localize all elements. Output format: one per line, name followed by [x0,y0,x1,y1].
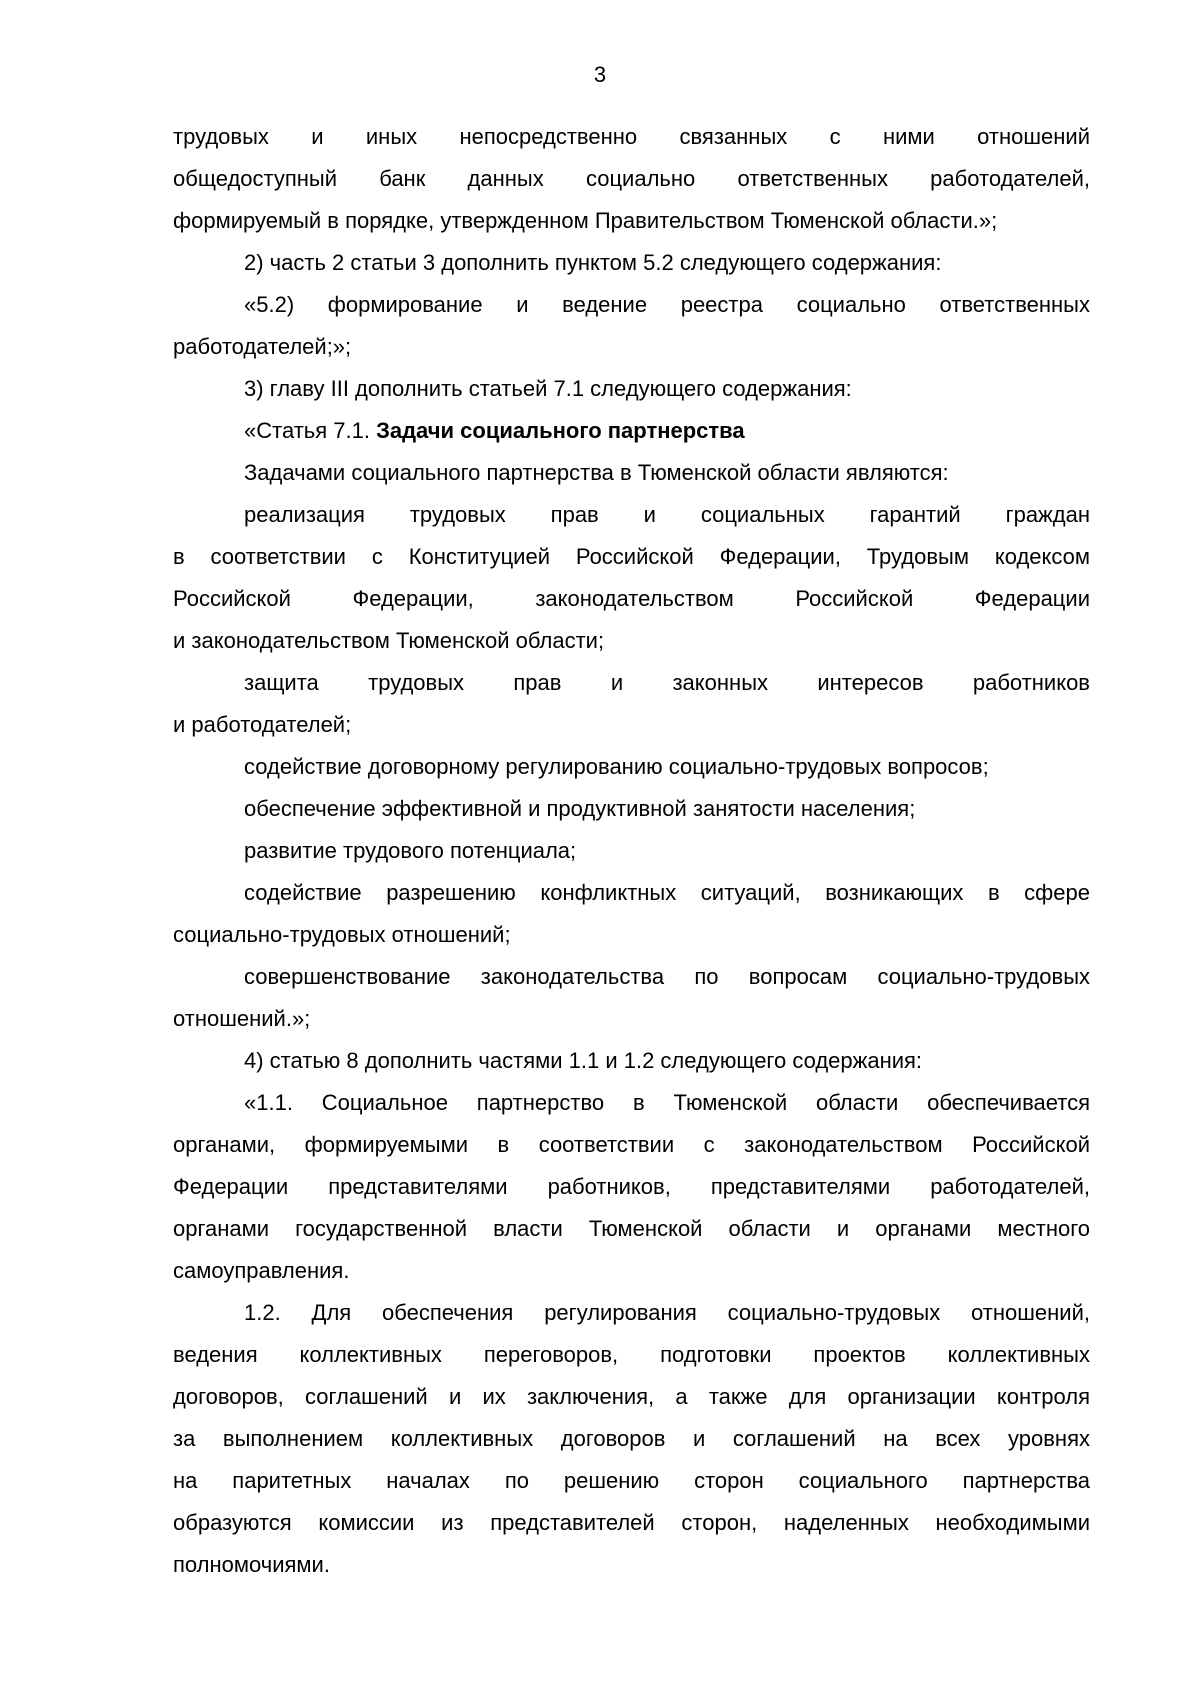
text-line: реализация трудовых прав и социальных гарантий граждан [244,502,1090,527]
page-number: 3 [593,62,607,87]
text-line: в соответствии с Конституцией Российской Федерации, Трудовым кодексом [173,544,1090,569]
text-line: социально-трудовых отношений; [173,922,511,947]
text-line: Федерации представителями работников, представителями работодателей, [173,1174,1090,1199]
text-line: работодателей;»; [173,334,352,359]
text-line: содействие договорному регулированию социально-трудовых вопросов; [244,754,989,779]
text-line: защита трудовых прав и законных интересов работников [244,670,1090,695]
text-line: трудовых и иных непосредственно связанных с ними отношений [173,124,1090,149]
text-line: и законодательством Тюменской области; [173,628,605,653]
text-line: общедоступный банк данных социально ответственных работодателей, [173,166,1090,191]
text-line: 1.2. Для обеспечения регулирования социально-трудовых отношений, [244,1300,1090,1325]
text-line: 3) главу III дополнить статьей 7.1 следующего содержания: [244,376,852,401]
text-line: 2) часть 2 статьи 3 дополнить пунктом 5.2 следующего содержания: [244,250,942,275]
text-line: на паритетных началах по решению сторон социального партнерства [173,1468,1090,1493]
article-heading-title: Задачи социального партнерства [376,418,745,443]
text-line: формируемый в порядке, утвержденном Правительством Тюменской области.»; [173,208,998,233]
text-line: обеспечение эффективной и продуктивной занятости населения; [244,796,916,821]
text-line: Российской Федерации, законодательством Российской Федерации [173,586,1090,611]
text-line: образуются комиссии из представителей сторон, наделенных необходимыми [173,1510,1090,1535]
text-line: полномочиями. [173,1552,330,1577]
article-heading [173,410,1090,452]
text-line: 4) статью 8 дополнить частями 1.1 и 1.2 следующего содержания: [244,1048,923,1073]
text-line: органами, формируемыми в соответствии с законодательством Российской [173,1132,1090,1157]
text-line: развитие трудового потенциала; [244,838,577,863]
text-line: органами государственной власти Тюменской области и органами местного [173,1216,1090,1241]
text-line: содействие разрешению конфликтных ситуаций, возникающих в сфере [244,880,1090,905]
document-body [173,116,1090,1586]
article-heading-prefix: «Статья 7.1. [244,418,377,443]
text-line: «1.1. Социальное партнерство в Тюменской области обеспечивается [244,1090,1090,1115]
text-line: самоуправления. [173,1258,350,1283]
text-line: договоров, соглашений и их заключения, а также для организации контроля [173,1384,1090,1409]
text-line: отношений.»; [173,1006,311,1031]
text-line: и работодателей; [173,712,352,737]
text-line: «5.2) формирование и ведение реестра социально ответственных [244,292,1090,317]
text-line: за выполнением коллективных договоров и соглашений на всех уровнях [173,1426,1090,1451]
text-line: совершенствование законодательства по вопросам социально-трудовых [244,964,1090,989]
text-line: Задачами социального партнерства в Тюменской области являются: [244,460,949,485]
text-line: ведения коллективных переговоров, подготовки проектов коллективных [173,1342,1090,1367]
